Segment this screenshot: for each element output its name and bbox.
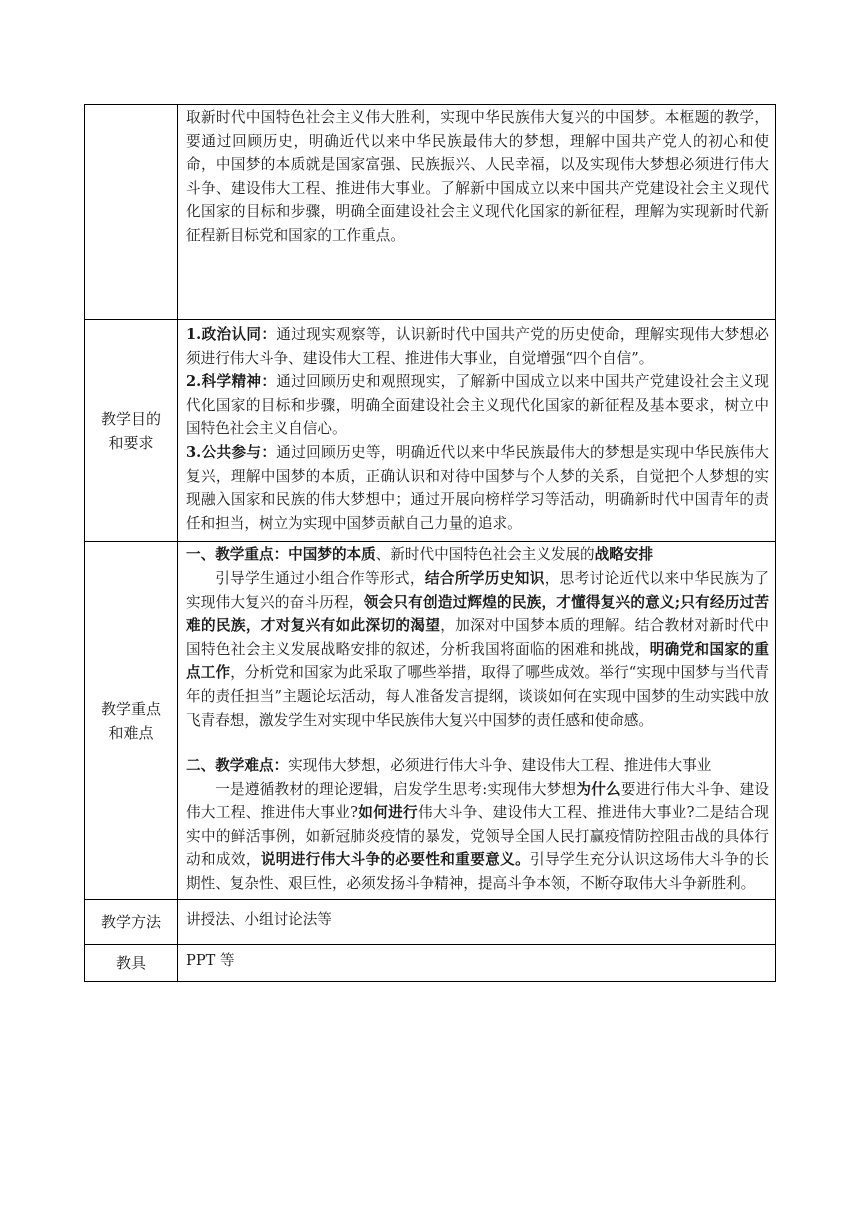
method-label: 教学方法 <box>85 899 178 944</box>
method-value: 讲授法、小组讨论法等 <box>178 899 776 944</box>
goals-label <box>85 320 178 542</box>
tools-label: 教具 <box>85 944 178 981</box>
goals-cell <box>178 320 776 542</box>
table-row <box>85 542 776 899</box>
goal-text: 通过现实观察等，认识新时代中国共产党的历史使命，理解实现伟大梦想必须进行伟大斗争、建设伟大工程、推进伟大事业，自觉增强“四个自信”。 <box>186 326 769 367</box>
overview-cell <box>178 105 776 320</box>
difficulty-heading: 二、教学难点：实现伟大梦想，必须进行伟大斗争、建设伟大工程、推进伟大事业 <box>186 757 712 775</box>
spacer <box>186 732 769 754</box>
goals-label-line1: 教学目的 <box>100 409 161 428</box>
focus-heading: 一、教学重点：中国梦的本质、新时代中国特色社会主义发展的战略安排 <box>186 546 654 564</box>
goals-label-line2: 和要求 <box>108 433 154 452</box>
goal-item <box>186 441 769 535</box>
focus-paragraph: 引导学生通过小组合作等形式，结合所学历史知识，思考讨论近代以来中华民族为了实现伟大复兴的奋斗历程，领会只有创造过辉煌的民族，才懂得复兴的意义;只有经历过苦难的民族，才对复兴有如此深切的渴望，加深对中国梦本质的理解。结合教材对新时代中国特色社会主义发展战略安排的叙述，分析我国将面临的困难和挑战，明确党和国家的重点工作，分析党和国家为此采取了哪些举措，取得了哪些成效。举行“实现中国梦与当代青年的责任担当”主题论坛活动，每人准备发言提纲，谈谈如何在实现中国梦的生动实践中放飞青春想，激发学生对实现中华民族伟大复兴中国梦的责任感和使命感。 <box>186 569 769 729</box>
tools-value: PPT 等 <box>178 944 776 981</box>
table-row <box>85 105 776 320</box>
keypoints-label-line2: 和难点 <box>108 723 154 742</box>
table-row <box>85 899 776 944</box>
table-row <box>85 944 776 981</box>
goal-title: 2.科学精神： <box>186 373 277 391</box>
keypoints-label <box>85 542 178 899</box>
goal-title: 1.政治认同： <box>186 326 277 343</box>
keypoints-label-line1: 教学重点 <box>100 699 161 718</box>
goal-item <box>186 370 769 441</box>
goal-text: 通过回顾历史和观照现实，了解新中国成立以来中国共产党建设社会主义现代化国家的目标和步骤，明确全面建设社会主义现代化国家的新征程及基本要求，树立中国特色社会主义自信心。 <box>186 373 769 438</box>
keypoints-cell <box>178 542 776 899</box>
table-row <box>85 320 776 542</box>
overview-text: 取新时代中国特色社会主义伟大胜利，实现中华民族伟大复兴的中国梦。本框题的教学，要通过回顾历史，明确近代以来中华民族最伟大的梦想，理解中国共产党人的初心和使命，中国梦的本质就是国家富强、民族振兴、人民幸福，以及实现伟大梦想必须进行伟大斗争、建设伟大工程、推进伟大事业。了解新中国成立以来中国共产党建设社会主义现代化国家的目标和步骤，明确全面建设社会主义现代化国家的新征程，理解为实现新时代新征程新目标党和国家的工作重点。 <box>186 109 769 244</box>
goal-text: 通过回顾历史等，明确近代以来中华民族最伟大的梦想是实现中华民族伟大复兴，理解中国梦的本质，正确认识和对待中国梦与个人梦的关系，自觉把个人梦想的实现融入国家和民族的伟大梦想中；通过开展向榜样学习等活动，明确新时代中国青年的责任和担当，树立为实现中国梦贡献自己力量的追求。 <box>186 443 769 532</box>
goal-item <box>186 323 769 370</box>
goal-title: 3.公共参与： <box>186 443 277 461</box>
difficulty-paragraph: 一是遵循教材的理论逻辑，启发学生思考:实现伟大梦想为什么要进行伟大斗争、建设伟大工程、推进伟大事业?如何进行伟大斗争、建设伟大工程、推进伟大事业?二是结合现实中的鲜活事例，如新冠肺炎疫情的暴发，党领导全国人民打赢疫情防控阻击战的具体行动和成效，说明进行伟大斗争的必要性和重要意义。引导学生充分认识这场伟大斗争的长期性、复杂性、艰巨性，必须发扬斗争精神，提高斗争本领，不断夺取伟大斗争新胜利。 <box>186 780 769 893</box>
row-label-empty <box>85 105 178 320</box>
lesson-plan-table <box>84 104 776 982</box>
